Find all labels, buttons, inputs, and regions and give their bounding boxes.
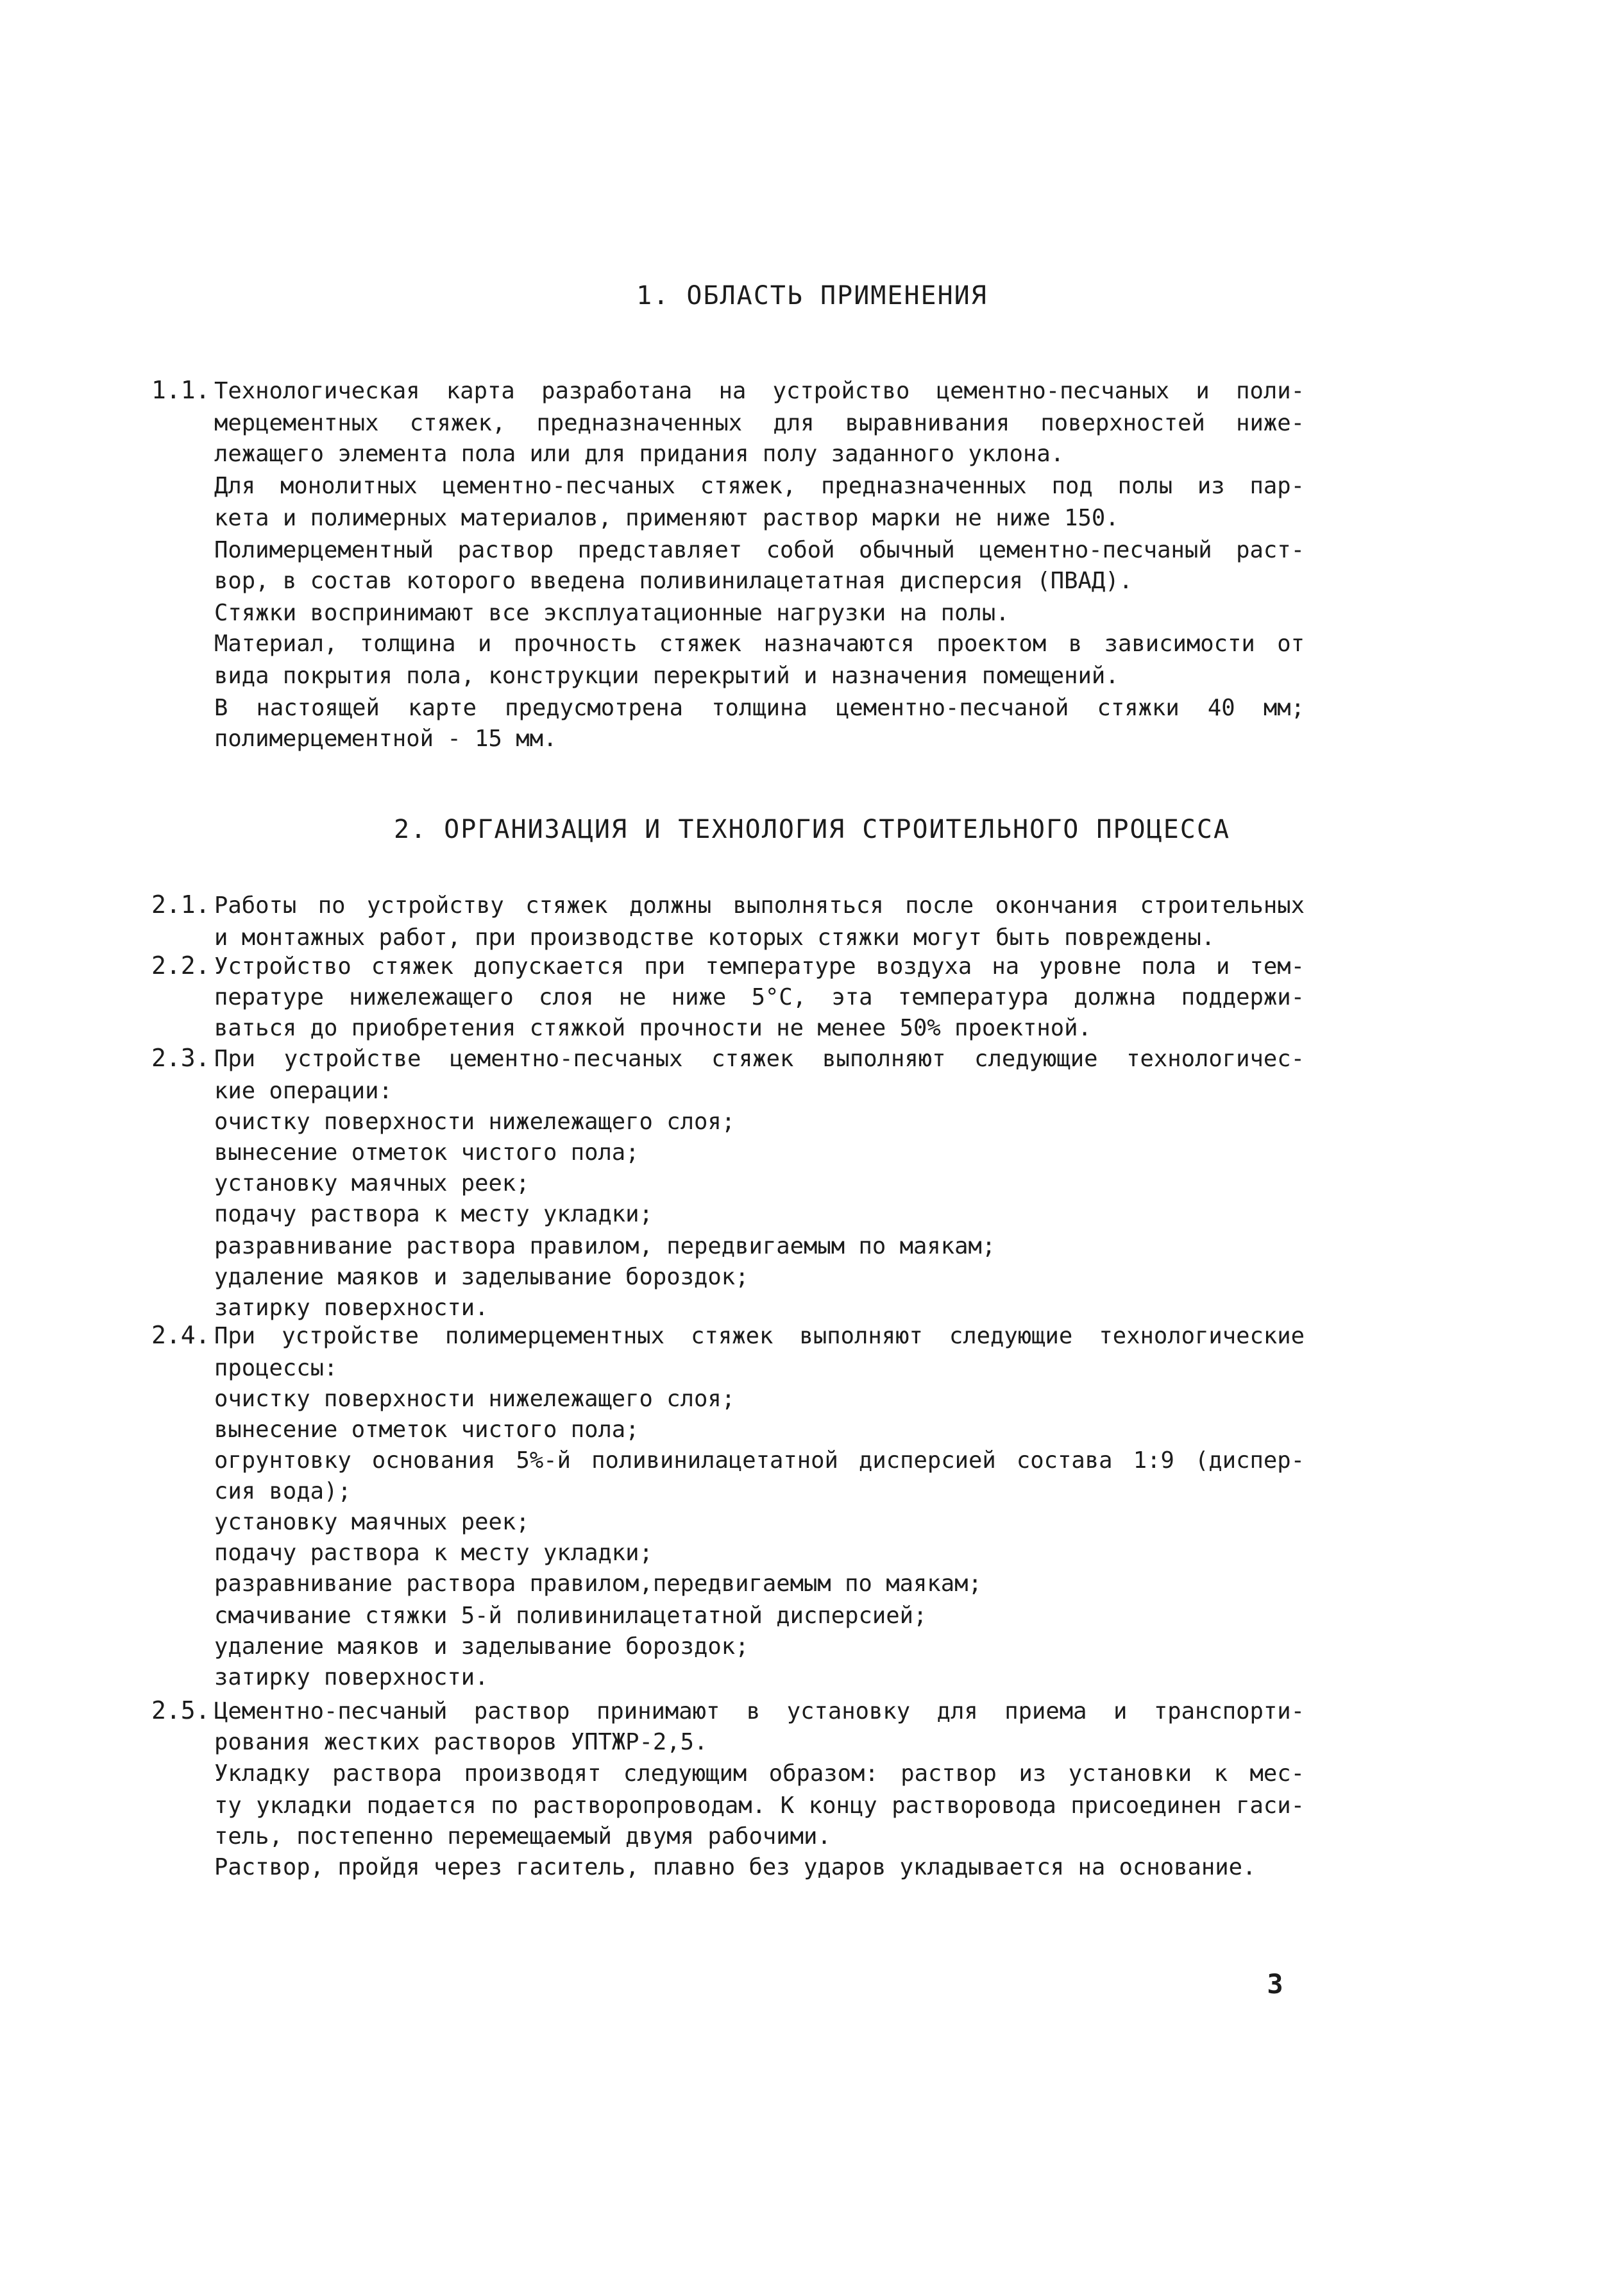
paragraph-line: очистку поверхности нижележащего слоя; <box>214 1386 736 1412</box>
paragraph-line: Материал, толщина и прочность стяжек назначаются проектом в зависимости от <box>214 631 1305 657</box>
paragraph-line: кета и полимерных материалов, применяют раствор марки не ниже 150. <box>214 505 1119 531</box>
paragraph-line: лежащего элемента пола или для придания полу заданного уклона. <box>214 441 1065 467</box>
paragraph-line: пературе нижележащего слоя не ниже 5°С, эта температура должна поддержи- <box>214 984 1305 1010</box>
paragraph-line: вынесение отметок чистого пола; <box>214 1139 639 1166</box>
paragraph-line: ваться до приобретения стяжкой прочности не менее 50% проектной. <box>214 1015 1092 1041</box>
paragraph-line: вида покрытия пола, конструкции перекрытий и назначения помещений. <box>214 663 1119 689</box>
paragraph-line: мерцементных стяжек, предназначенных для выравнивания поверхностей ниже- <box>214 410 1305 436</box>
paragraph-line: Устройство стяжек допускается при температуре воздуха на уровне пола и тем- <box>214 953 1305 980</box>
paragraph-line: ту укладки подается по растворопроводам. К концу растворовода присоединен гаси- <box>214 1792 1305 1819</box>
paragraph-line: установку маячных реек; <box>214 1509 530 1535</box>
paragraph-line: Работы по устройству стяжек должны выполняться после окончания строительных <box>214 892 1305 919</box>
item-number: 2.3. <box>151 1044 210 1072</box>
paragraph-line: сия вода); <box>214 1478 351 1504</box>
paragraph-line: установку маячных реек; <box>214 1170 530 1196</box>
paragraph-line: При устройстве полимерцементных стяжек выполняют следующие технологические <box>214 1323 1305 1349</box>
paragraph-line: затирку поверхности. <box>214 1664 489 1690</box>
paragraph-line: полимерцементной - 15 мм. <box>214 726 557 752</box>
item-number: 2.2. <box>151 951 210 980</box>
paragraph-line: процессы: <box>214 1355 338 1381</box>
paragraph-line: Раствор, пройдя через гаситель, плавно без ударов укладывается на основание. <box>214 1854 1256 1880</box>
paragraph-line: Полимерцементный раствор представляет собой обычный цементно-песчаный раст- <box>214 537 1305 563</box>
paragraph-line: Укладку раствора производят следующим образом: раствор из установки к мес- <box>214 1760 1305 1787</box>
paragraph-line: смачивание стяжки 5-й поливинилацетатной дисперсией; <box>214 1603 927 1629</box>
item-number: 2.4. <box>151 1321 210 1349</box>
item-number: 1.1. <box>151 376 210 404</box>
paragraph-line: При устройстве цементно-песчаных стяжек выполняют следующие технологичес- <box>214 1046 1305 1072</box>
paragraph-line: подачу раствора к месту укладки; <box>214 1201 653 1227</box>
paragraph-line: кие операции: <box>214 1078 393 1104</box>
paragraph-line: Для монолитных цементно-песчаных стяжек, предназначенных под полы из пар- <box>214 473 1305 499</box>
paragraph-line: тель, постепенно перемещаемый двумя рабочими. <box>214 1823 831 1850</box>
item-number: 2.1. <box>151 890 210 919</box>
paragraph-line: очистку поверхности нижележащего слоя; <box>214 1109 736 1135</box>
paragraph-line: удаление маяков и заделывание бороздок; <box>214 1264 749 1290</box>
section-1-heading: 1. ОБЛАСТЬ ПРИМЕНЕНИЯ <box>636 281 988 311</box>
paragraph-line: В настоящей карте предусмотрена толщина цементно-песчаной стяжки 40 мм; <box>214 695 1305 721</box>
paragraph-line: вор, в состав которого введена поливинилацетатная дисперсия (ПВАД). <box>214 568 1133 594</box>
section-2-heading: 2. ОРГАНИЗАЦИЯ И ТЕХНОЛОГИЯ СТРОИТЕЛЬНОГО ПРОЦЕССА <box>393 815 1231 844</box>
paragraph-line: удаление маяков и заделывание бороздок; <box>214 1633 749 1660</box>
paragraph-line: разравнивание раствора правилом, передвигаемым по маякам; <box>214 1233 996 1259</box>
paragraph-line: разравнивание раствора правилом,передвигаемым по маякам; <box>214 1571 982 1597</box>
paragraph-line: Цементно-песчаный раствор принимают в установку для приема и транспорти- <box>214 1698 1305 1724</box>
paragraph-line: затирку поверхности. <box>214 1295 489 1321</box>
item-number: 2.5. <box>151 1696 210 1724</box>
paragraph-line: вынесение отметок чистого пола; <box>214 1417 639 1443</box>
paragraph-line: рования жестких растворов УПТЖР-2,5. <box>214 1729 708 1755</box>
paragraph-line: Технологическая карта разработана на устройство цементно-песчаных и поли- <box>214 378 1305 404</box>
paragraph-line: и монтажных работ, при производстве которых стяжки могут быть повреждены. <box>214 924 1215 951</box>
paragraph-line: огрунтовку основания 5%-й поливинилацетатной дисперсией состава 1:9 (диспер- <box>214 1447 1305 1474</box>
page-number: 3 <box>1267 1968 1283 2000</box>
paragraph-line: Стяжки воспринимают все эксплуатационные нагрузки на полы. <box>214 600 1010 626</box>
paragraph-line: подачу раствора к месту укладки; <box>214 1540 653 1566</box>
